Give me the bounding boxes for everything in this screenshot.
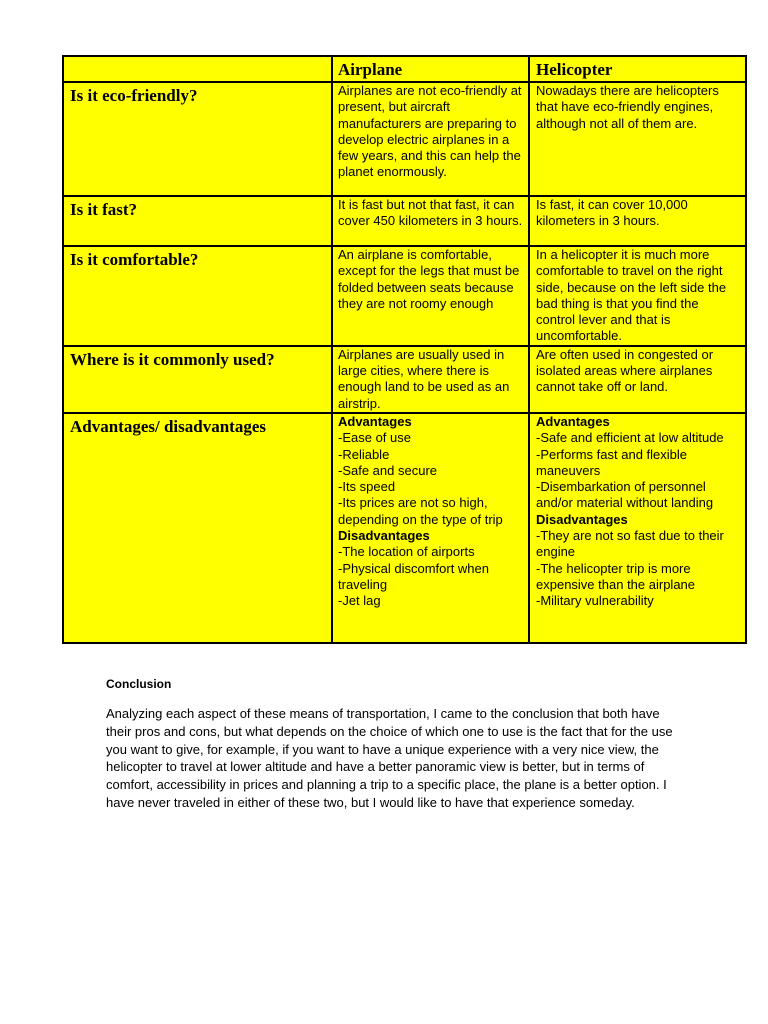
question-cell [63, 82, 332, 196]
airplane-cell [332, 346, 529, 413]
helicopter-cell [529, 82, 746, 196]
airplane-cell [332, 196, 529, 246]
helicopter-cell [529, 413, 746, 643]
airplane-disadvantages-title: Disadvantages [338, 528, 430, 544]
table-row [63, 246, 746, 346]
helicopter-eco-text: Nowadays there are helicopters that have eco-friendly engines, although not all of them are. [536, 83, 719, 131]
list-item: -Its prices are not so high, depending on the type of trip [338, 495, 503, 527]
airplane-cell [332, 413, 529, 643]
helicopter-disadvantages-title: Disadvantages [536, 511, 628, 527]
airplane-advantages-title: Advantages [338, 413, 412, 429]
helicopter-cell [529, 346, 746, 413]
helicopter-comfort-text: In a helicopter it is much more comfortable to travel on the right side, because on the left side the bad thing is that you find the control lever and that is uncomfortable. [536, 247, 727, 344]
list-item: -The helicopter trip is more expensive than the airplane [536, 560, 696, 592]
table-row [63, 196, 746, 246]
header-empty-cell [63, 56, 332, 82]
airplane-eco-text: Airplanes are not eco-friendly at present, but aircraft manufacturers are preparing to develop electric airplanes in a few years, and this can help the planet enormously. [338, 83, 522, 180]
header-airplane: Airplane [338, 60, 403, 79]
helicopter-used-text: Are often used in congested or isolated areas where airplanes cannot take off or land. [536, 346, 714, 395]
helicopter-cell [529, 246, 746, 346]
table-header-row [63, 56, 746, 82]
conclusion-body: Analyzing each aspect of these means of transportation, I came to the conclusion that both have their pros and cons, but what depends on the choice of which one to use is the fact that for the use you want to give, for example, if you want to have a unique experience with a very nice view, the helicopter to travel at lower altitude and have a better panoramic view is better, but in terms of comfort, accessibility in prices and planning a trip to a specific place, the plane is a better option. I have never traveled in either of these two, but I would like to have that experience someday. [106, 706, 673, 810]
list-item: -Jet lag [338, 593, 381, 609]
question-comfort: Is it comfortable? [70, 250, 199, 269]
list-item: -Ease of use [338, 430, 411, 446]
list-item: -Safe and secure [338, 462, 438, 478]
list-item: -Reliable [338, 446, 390, 462]
airplane-fast-text: It is fast but not that fast, it can cover 450 kilometers in 3 hours. [338, 197, 523, 229]
table-row [63, 413, 746, 643]
question-used: Where is it commonly used? [70, 349, 275, 369]
question-advantages: Advantages/ disadvantages [70, 416, 267, 436]
comparison-table [62, 55, 747, 644]
question-cell [63, 346, 332, 413]
list-item: -The location of airports [338, 544, 475, 560]
question-cell [63, 246, 332, 346]
conclusion-section [106, 676, 676, 812]
header-helicopter-cell [529, 56, 746, 82]
airplane-comfort-text: An airplane is comfortable, except for the legs that must be folded between seats because they are not roomy enough [338, 247, 520, 311]
list-item: -Military vulnerability [536, 593, 654, 609]
list-item: -Its speed [338, 479, 396, 495]
table-row [63, 346, 746, 413]
helicopter-cell [529, 196, 746, 246]
list-item: -Physical discomfort when traveling [338, 560, 489, 592]
airplane-cell [332, 246, 529, 346]
question-eco: Is it eco-friendly? [70, 86, 198, 105]
header-airplane-cell [332, 56, 529, 82]
table-row [63, 82, 746, 196]
list-item: -Performs fast and flexible maneuvers [536, 446, 688, 478]
airplane-used-text: Airplanes are usually used in large cities, where there is enough land to be used as an airstrip. [338, 346, 510, 411]
conclusion-title: Conclusion [106, 677, 172, 691]
question-cell [63, 413, 332, 643]
airplane-cell [332, 82, 529, 196]
question-cell [63, 196, 332, 246]
helicopter-advantages-title: Advantages [536, 413, 610, 429]
list-item: -They are not so fast due to their engine [536, 528, 724, 560]
header-helicopter: Helicopter [536, 60, 613, 79]
list-item: -Safe and efficient at low altitude [536, 430, 724, 446]
list-item: -Disembarkation of personnel and/or material without landing [536, 479, 714, 511]
helicopter-fast-text: Is fast, it can cover 10,000 kilometers in 3 hours. [536, 197, 688, 229]
question-fast: Is it fast? [70, 200, 138, 219]
